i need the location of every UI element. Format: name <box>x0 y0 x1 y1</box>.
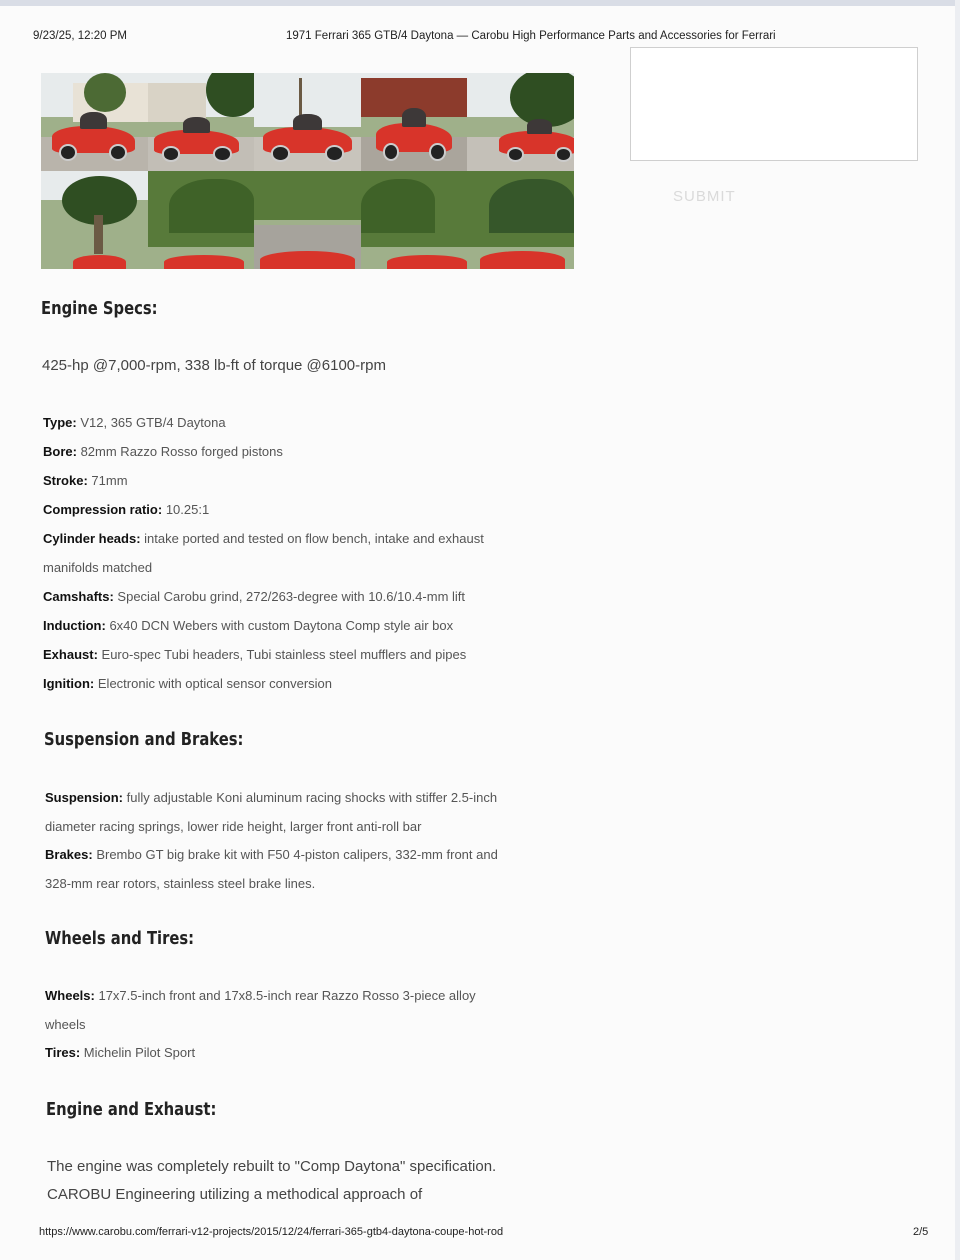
gallery-thumbnail-2[interactable] <box>148 73 255 171</box>
section-heading-wheels-tires: Wheels and Tires: <box>45 928 195 949</box>
gallery-thumbnail-4[interactable] <box>361 73 468 171</box>
paragraph-line: CAROBU Engineering utilizing a methodical approach of <box>47 1186 423 1203</box>
spec-value: V12, 365 GTB/4 Daytona <box>80 415 226 430</box>
spec-line-tires <box>45 1045 195 1060</box>
spec-label: Bore: <box>43 444 77 459</box>
spec-label: Wheels: <box>45 988 95 1003</box>
print-page-title: 1971 Ferrari 365 GTB/4 Daytona — Carobu High Performance Parts and Accessories for Ferrari <box>286 30 776 42</box>
gallery-thumbnail-8[interactable] <box>254 171 361 269</box>
spec-label: Brakes: <box>45 847 93 862</box>
spec-value: Brembo GT big brake kit with F50 4-piston calipers, 332-mm front and <box>96 847 498 862</box>
spec-label: Compression ratio: <box>43 502 163 517</box>
spec-line-stroke <box>43 473 128 488</box>
spec-label: Tires: <box>45 1045 81 1060</box>
spec-label: Stroke: <box>43 473 88 488</box>
spec-value: Electronic with optical sensor conversion <box>97 676 332 691</box>
spec-label: Ignition: <box>43 676 95 691</box>
spec-line-ignition <box>43 676 332 691</box>
gallery-thumbnail-9[interactable] <box>361 171 468 269</box>
print-datetime: 9/23/25, 12:20 PM <box>33 30 127 42</box>
spec-line-compression <box>43 502 209 517</box>
submit-button[interactable]: SUBMIT <box>673 188 736 205</box>
spec-label: Camshafts: <box>43 589 114 604</box>
spec-value: Special Carobu grind, 272/263-degree with 10.6/10.4-mm lift <box>117 589 466 604</box>
section-heading-engine-exhaust: Engine and Exhaust: <box>46 1099 217 1120</box>
spec-label: Induction: <box>43 618 106 633</box>
spec-line-cylinder-heads-cont: manifolds matched <box>43 560 153 575</box>
spec-line-camshafts <box>43 589 465 604</box>
spec-value: 10.25:1 <box>165 502 210 517</box>
gallery-thumbnail-6[interactable] <box>41 171 148 269</box>
paragraph-line: The engine was completely rebuilt to "Comp Daytona" specification. <box>47 1158 497 1175</box>
spec-line-type <box>43 415 226 430</box>
gallery-thumbnail-1[interactable] <box>41 73 148 171</box>
spec-line-induction <box>43 618 453 633</box>
spec-value: fully adjustable Koni aluminum racing shocks with stiffer 2.5-inch <box>126 790 498 805</box>
spec-label: Type: <box>43 415 77 430</box>
page-edge-right <box>955 0 960 1260</box>
page-number: 2/5 <box>913 1226 929 1238</box>
print-url: https://www.carobu.com/ferrari-v12-projects/2015/12/24/ferrari-365-gtb4-daytona-coupe-hot-rod <box>39 1226 504 1238</box>
spec-line-suspension <box>45 790 497 805</box>
gallery-thumbnail-5[interactable] <box>467 73 574 171</box>
spec-value: Euro-spec Tubi headers, Tubi stainless steel mufflers and pipes <box>101 647 467 662</box>
spec-line-bore <box>43 444 283 459</box>
section-heading-suspension-brakes: Suspension and Brakes: <box>44 729 244 750</box>
gallery-thumbnail-10[interactable] <box>467 171 574 269</box>
spec-label: Exhaust: <box>43 647 98 662</box>
spec-value: 82mm Razzo Rosso forged pistons <box>80 444 283 459</box>
engine-output-summary: 425-hp @7,000-rpm, 338 lb-ft of torque @6100-rpm <box>42 357 386 374</box>
spec-value: 17x7.5-inch front and 17x8.5-inch rear Razzo Rosso 3-piece alloy <box>98 988 476 1003</box>
spec-line-brakes-cont: 328-mm rear rotors, stainless steel brake lines. <box>45 876 316 891</box>
spec-value: intake ported and tested on flow bench, intake and exhaust <box>144 531 484 546</box>
spec-line-brakes <box>45 847 498 862</box>
photo-gallery <box>41 73 574 269</box>
gallery-thumbnail-3[interactable] <box>254 73 361 171</box>
spec-line-wheels-cont: wheels <box>45 1017 86 1032</box>
gallery-thumbnail-7[interactable] <box>148 171 255 269</box>
page-edge <box>0 0 960 6</box>
spec-label: Cylinder heads: <box>43 531 141 546</box>
spec-line-suspension-cont: diameter racing springs, lower ride height, larger front anti-roll bar <box>45 819 422 834</box>
section-heading-engine-specs: Engine Specs: <box>41 298 158 319</box>
spec-value: 6x40 DCN Webers with custom Daytona Comp style air box <box>109 618 454 633</box>
spec-line-cylinder-heads <box>43 531 484 546</box>
message-textarea[interactable] <box>630 47 918 161</box>
spec-value: Michelin Pilot Sport <box>83 1045 196 1060</box>
spec-value: 71mm <box>91 473 128 488</box>
spec-line-exhaust <box>43 647 466 662</box>
spec-line-wheels <box>45 988 476 1003</box>
spec-label: Suspension: <box>45 790 124 805</box>
